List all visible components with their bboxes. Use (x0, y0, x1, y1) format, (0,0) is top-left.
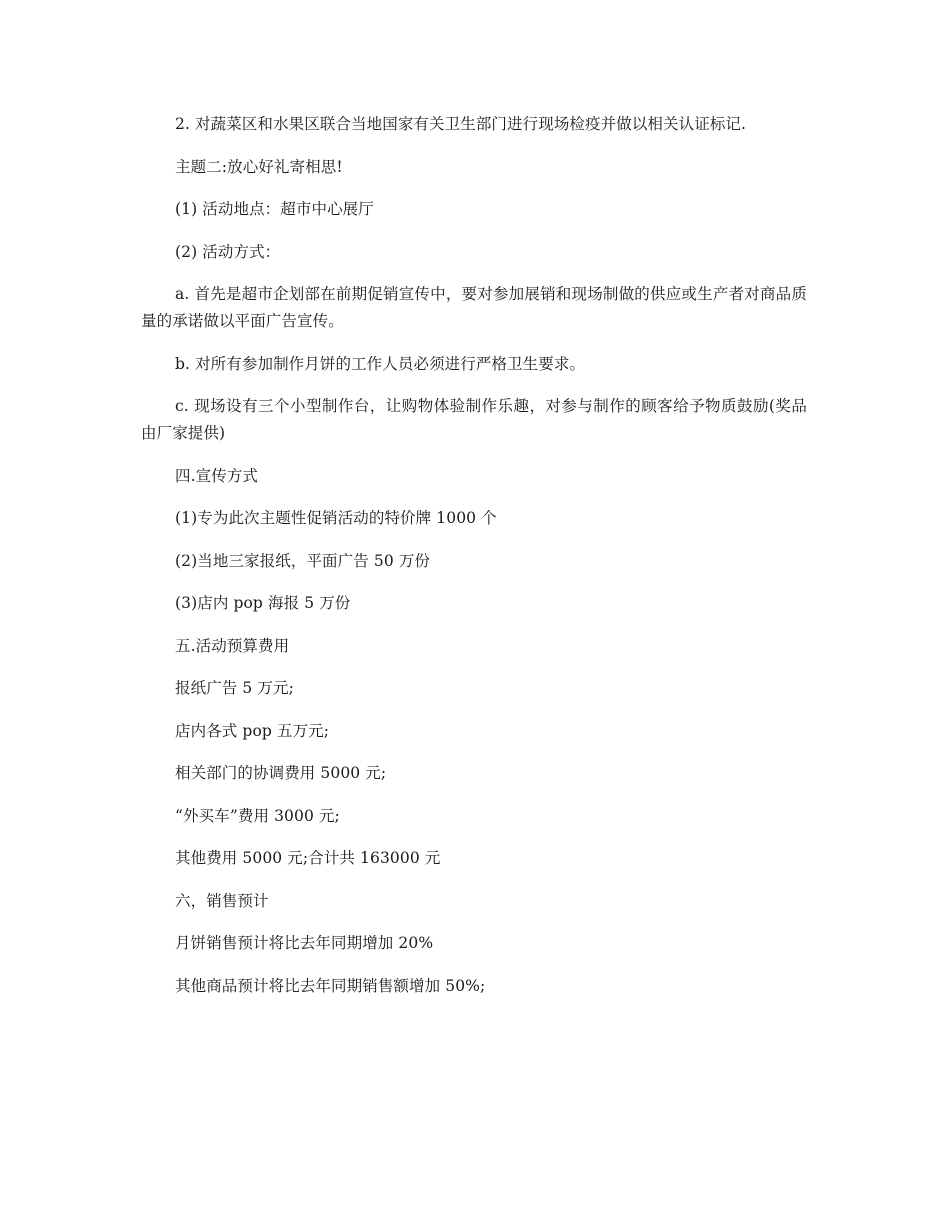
paragraph-method-a: a. 首先是超市企划部在前期促销宣传中，要对参加展销和现场制做的供应或生产者对商品质量的承诺做以平面广告宣传。 (141, 285, 807, 330)
section-heading-publicity: 四.宣传方式 (175, 466, 259, 485)
section-heading-budget: 五.活动预算费用 (175, 636, 290, 655)
paragraph-quarantine-item: 2. 对蔬菜区和水果区联合当地国家有关卫生部门进行现场检疫并做以相关认证标记. (175, 115, 747, 133)
paragraph-budget-coordination: 相关部门的协调费用 5000 元; (175, 764, 387, 782)
paragraph-publicity-1: (1)专为此次主题性促销活动的特价牌 1000 个 (175, 509, 497, 527)
paragraph-budget-pop: 店内各式 pop 五万元; (175, 721, 330, 740)
paragraph-theme-two: 主题二:放心好礼寄相思! (175, 157, 343, 176)
paragraph-method-c: c. 现场设有三个小型制作台，让购物体验制作乐趣，对参与制作的顾客给予物质鼓励(奖品由厂家提供) (141, 397, 807, 442)
paragraph-method-b: b. 对所有参加制作月饼的工作人员必须进行严格卫生要求。 (175, 354, 586, 373)
paragraph-budget-total: 其他费用 5000 元;合计共 163000 元 (175, 849, 441, 867)
document-body (141, 111, 807, 1015)
section-heading-sales-forecast: 六，销售预计 (175, 891, 269, 910)
paragraph-publicity-2: (2)当地三家报纸，平面广告 50 万份 (175, 551, 431, 570)
paragraph-forecast-mooncake: 月饼销售预计将比去年同期增加 20% (175, 934, 434, 952)
paragraph-budget-newspaper: 报纸广告 5 万元; (175, 679, 294, 697)
paragraph-activity-location: (1) 活动地点：超市中心展厅 (175, 200, 374, 218)
paragraph-activity-method: (2) 活动方式： (175, 242, 281, 261)
paragraph-budget-takeout-cart: “外买车”费用 3000 元; (175, 806, 340, 825)
paragraph-forecast-other: 其他商品预计将比去年同期销售额增加 50%; (175, 976, 486, 995)
paragraph-publicity-3: (3)店内 pop 海报 5 万份 (175, 594, 351, 612)
